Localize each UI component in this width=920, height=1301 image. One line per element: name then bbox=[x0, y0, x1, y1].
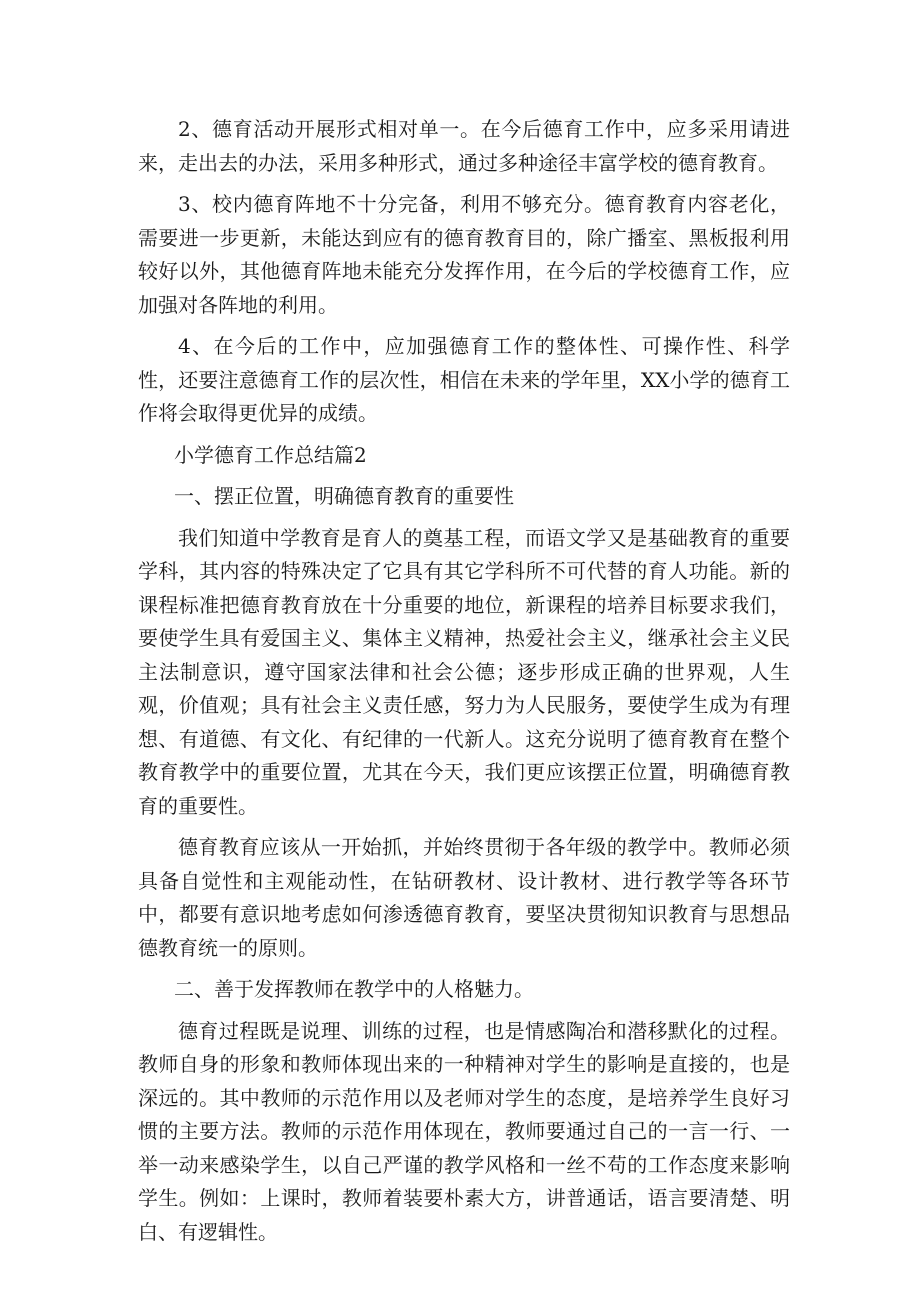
subheading-one: 一、摆正位置，明确德育教育的重要性 bbox=[174, 484, 514, 508]
paragraph-from-start: 德育教育应该从一开始抓，并始终贯彻于各年级的教学中。教师必须具备自觉性和主观能动性，在钻研教材、设计教材、进行教学等各环节中，都要有意识地考虑如何渗透德育教育，要坚决贯彻知识教育与思想品德教育统一的原则。 bbox=[138, 835, 790, 960]
paragraph-importance: 我们知道中学教育是育人的奠基工程，而语文学又是基础教育的重要学科，其内容的特殊决定了它具有其它学科所不可代替的育人功能。新的课程标准把德育教育放在十分重要的地位，新课程的培养目标要求我们，要使学生具有爱国主义、集体主义精神，热爱社会主义，继承社会主义民主法制意识，遵守国家法律和社会公德；逐步形成正确的世界观，人生观，价值观；具有社会主义责任感，努力为人民服务，要使学生成为有理想、有道德、有文化、有纪律的一代新人。这充分说明了德育教育在整个教育教学中的重要位置，尤其在今天，我们更应该摆正位置，明确德育教育的重要性。 bbox=[138, 525, 790, 818]
paragraph-teacher-charm: 德育过程既是说理、训练的过程，也是情感陶冶和潜移默化的过程。教师自身的形象和教师体现出来的一种精神对学生的影响是直接的，也是深远的。其中教师的示范作用以及老师对学生的态度，是培养学生良好习惯的主要方法。教师的示范作用体现在，教师要通过自己的一言一行、一举一动来感染学生，以自己严谨的教学风格和一丝不苟的工作态度来影响学生。例如：上课时，教师着装要朴素大方，讲普通话，语言要清楚、明白、有逻辑性。 bbox=[138, 1018, 790, 1244]
subheading-two: 二、善于发挥教师在教学中的人格魅力。 bbox=[174, 977, 534, 1001]
paragraph-item-4: 4、在今后的工作中，应加强德育工作的整体性、可操作性、科学性，还要注意德育工作的层次性，相信在未来的学年里，XX小学的德育工作将会取得更优异的成绩。 bbox=[138, 334, 790, 425]
paragraph-item-3: 3、校内德育阵地不十分完备，利用不够充分。德育教育内容老化，需要进一步更新，未能达到应有的德育教育目的，除广播室、黑板报利用较好以外，其他德育阵地未能充分发挥作用，在今后的学校德育工作，应加强对各阵地的利用。 bbox=[138, 192, 790, 317]
document-body bbox=[138, 113, 790, 1257]
section-title: 小学德育工作总结篇2 bbox=[174, 442, 367, 467]
paragraph-item-2: 2、德育活动开展形式相对单一。在今后德育工作中，应多采用请进来，走出去的办法，采用多种形式，通过多种途径丰富学校的德育教育。 bbox=[138, 117, 790, 175]
